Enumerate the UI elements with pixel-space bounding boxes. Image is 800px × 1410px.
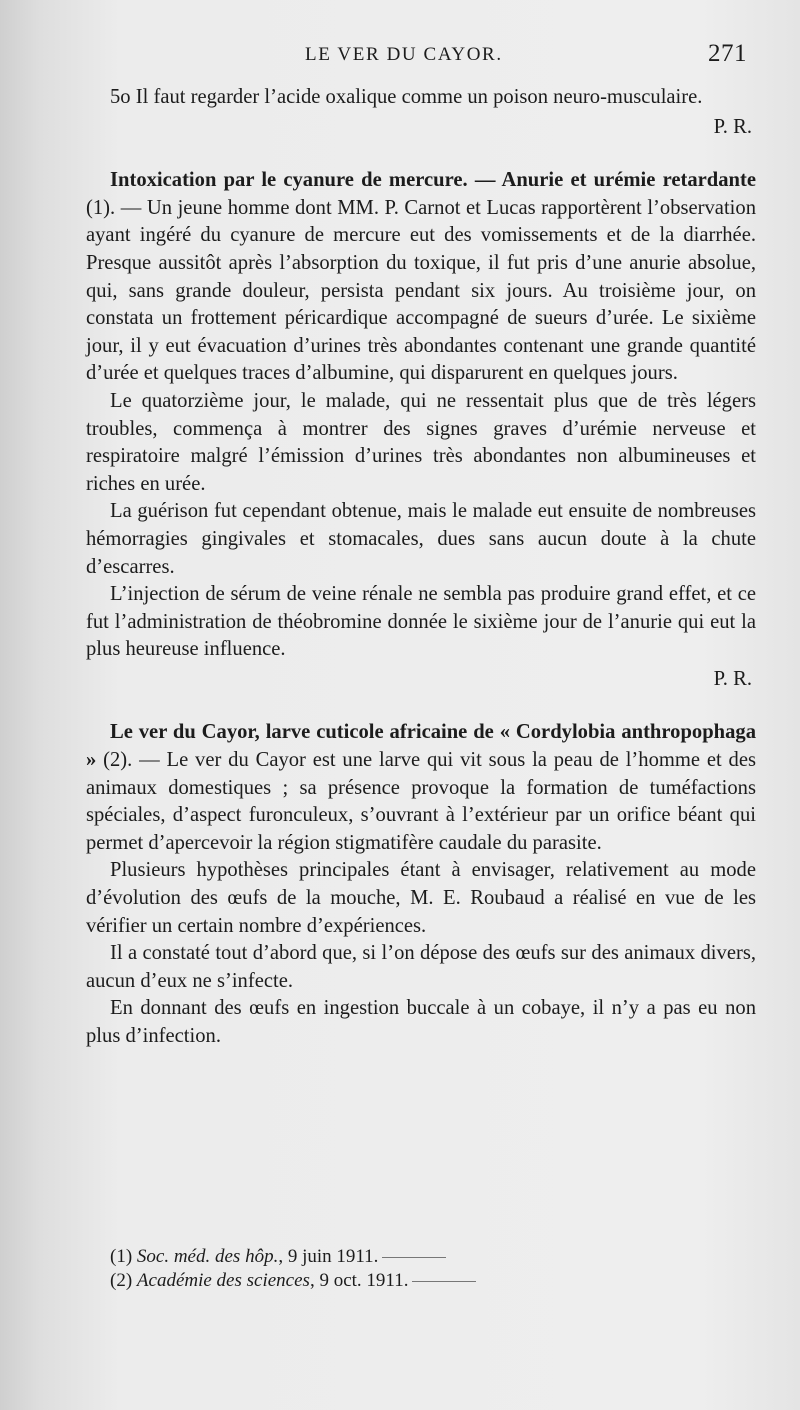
footnote-rule <box>382 1257 446 1258</box>
page-number: 271 <box>708 40 747 67</box>
article-cyanure-para3: La guérison fut cependant obtenue, mais le malade eut ensuite de nombreuses hémorragies gingivales et stomacales, dues sans aucun doute à la chute d’escarres. <box>86 500 756 578</box>
signature: P. R. <box>713 667 752 690</box>
footnote-ref-2: (2). — <box>96 749 167 772</box>
paragraph-text: Le ver du Cayor est une larve qui vit sous la peau de l’homme et des animaux domestiques ; sa présence provoque la formation de tuméfactions spéciales, d’aspect furonculeux, s’ouvrant à l’extérieur par un orifice béant qui permet d’apercevoir la région stigmatifère caudale du parasite. <box>86 749 757 854</box>
footnote-ref-1: (1). — <box>86 196 147 219</box>
item-conclusion-5: 5o Il faut regarder l’acide oxalique comme un poison neuro-musculaire. <box>110 86 703 108</box>
footnotes <box>110 1245 710 1293</box>
article-cyanure-para2: Le quatorzième jour, le malade, qui ne ressentait plus que de très légers troubles, commença à montrer des signes graves d’urémie nerveuse et respiratoire malgré l’émission d’urines très abondantes non albumineuses et riches en urée. <box>86 389 756 495</box>
article-cyanure-para1 <box>86 167 756 388</box>
article-title-cayor: Le ver du Cayor, larve cuticole africaine de « Cordylobia anthropophaga » <box>86 721 756 772</box>
signature: P. R. <box>713 115 752 138</box>
footnote-rule <box>412 1281 476 1282</box>
footnote-source: Académie des sciences <box>136 1270 310 1291</box>
page-header <box>0 40 800 74</box>
article-cayor-para2: Plusieurs hypothèses principales étant à envisager, relativement au mode d’évolution des œufs de la mouche, M. E. Roubaud a réalisé en vue de les vérifier un certain nombre d’expériences. <box>86 859 756 937</box>
footnote-1 <box>110 1245 710 1269</box>
running-title: LE VER DU CAYOR. <box>305 44 503 65</box>
article-title-cyanure: Intoxication par le cyanure de mercure. — Anurie et urémie retardante <box>110 169 756 192</box>
article-cayor-para1 <box>86 719 756 857</box>
footnote-date: , 9 juin 1911. <box>278 1246 379 1267</box>
footnote-number: (2) <box>110 1270 137 1291</box>
footnote-date: , 9 oct. 1911. <box>309 1270 409 1291</box>
article-cyanure-para4: L’injection de sérum de veine rénale ne sembla pas produire grand effet, et ce fut l’administration de théobromine donnée le sixième jour de l’anurie qui eut la plus heureuse influence. <box>86 583 756 661</box>
footnote-number: (1) <box>110 1246 137 1267</box>
article-cayor-para3: Il a constaté tout d’abord que, si l’on dépose des œufs sur des animaux divers, aucun d’eux ne s’infecte. <box>86 942 756 992</box>
body-text <box>86 84 756 1051</box>
footnote-source: Soc. méd. des hôp. <box>136 1246 279 1267</box>
footnote-2 <box>110 1269 710 1293</box>
article-cayor-para4: En donnant des œufs en ingestion buccale à un cobaye, il n’y a pas eu non plus d’infection. <box>86 997 756 1047</box>
paragraph-text: Un jeune homme dont MM. P. Carnot et Lucas rapportèrent l’observation ayant ingéré du cyanure de mercure eut des vomissements et de la diarrhée. Presque aussitôt après l’absorption du toxique, il fut pris d’une anurie absolue, qui, sans grande douleur, persista pendant six jours. Au troisième jour, on constata un frottement péricardique accompagné de sueurs d’urée. Le sixième jour, il y eut évacuation d’urines très abondantes contenant une grande quantité d’urée et quelques traces d’albumine, qui disparurent en quelques jours. <box>86 196 756 385</box>
